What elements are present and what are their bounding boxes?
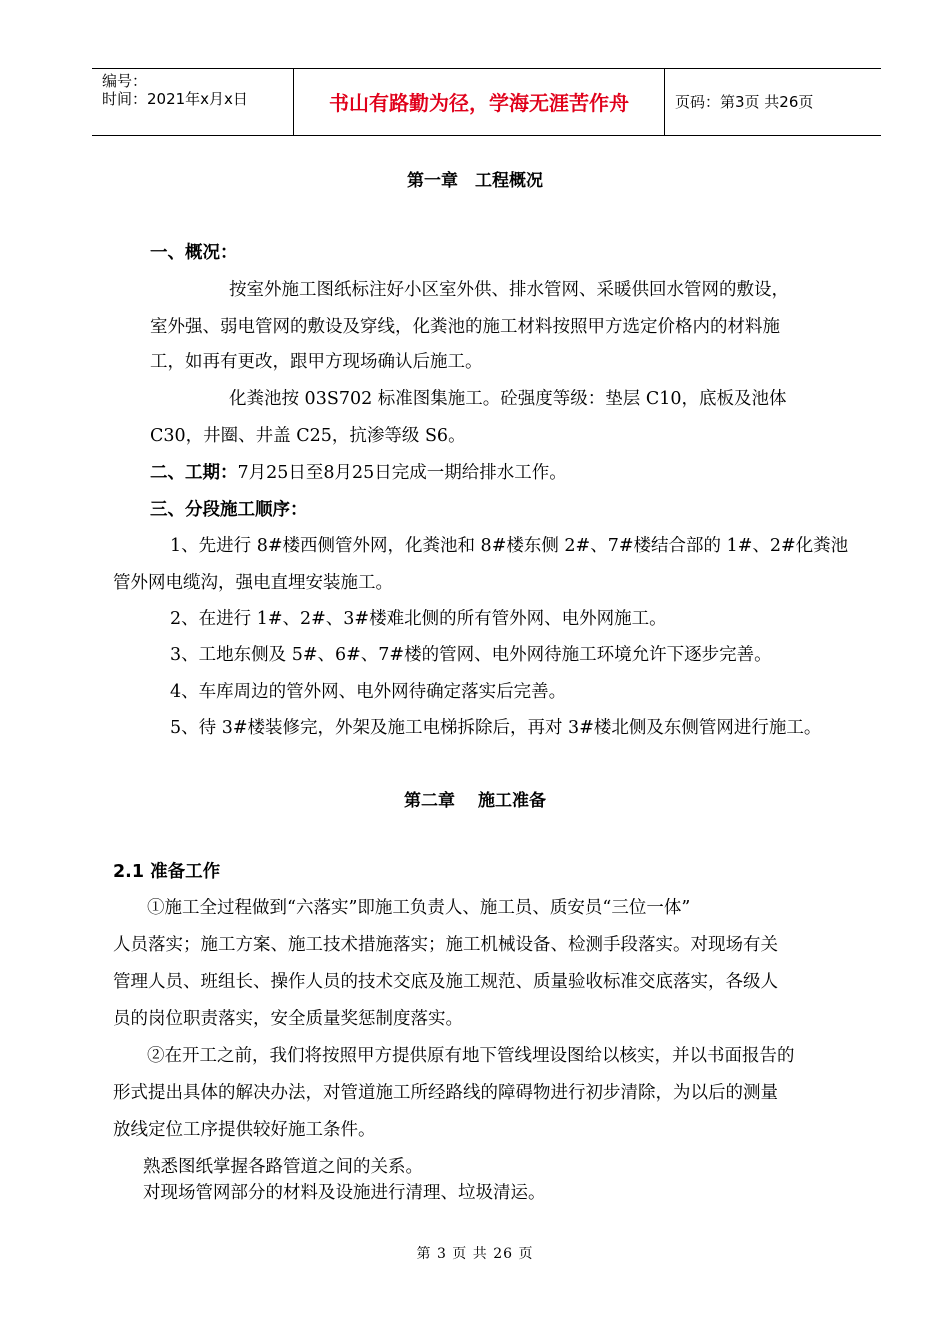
section-2-1-heading: 2.1 准备工作 <box>113 862 221 882</box>
list-item: 5、待 3#楼装修完，外架及施工电梯拆除后，再对 3#楼北侧及东侧管网进行施工。 <box>170 718 822 738</box>
paragraph-line: 室外强、弱电管网的敷设及穿线，化粪池的施工材料按照甲方选定价格内的材料施 <box>150 317 780 337</box>
header-page-cell <box>665 69 881 135</box>
time-label: 时间：2021年x月x日 <box>102 90 248 108</box>
section-2-heading: 二、工期： <box>150 463 238 483</box>
paragraph-line: 形式提出具体的解决办法，对管道施工所经路线的障碍物进行初步清除，为以后的测量 <box>113 1083 778 1103</box>
paragraph-line: 工，如再有更改，跟甲方现场确认后施工。 <box>150 352 483 372</box>
header-motto-cell <box>293 69 665 135</box>
list-item: 2、在进行 1#、2#、3#楼难北侧的所有管外网、电外网施工。 <box>170 609 667 629</box>
section-2-line <box>150 462 567 484</box>
paragraph-line: C30，井圈、井盖 C25，抗渗等级 S6。 <box>150 426 466 446</box>
chapter-1-title: 第一章 工程概况 <box>407 171 543 191</box>
paragraph-line: ②在开工之前，我们将按照甲方提供原有地下管线埋设图给以核实，并以书面报告的 <box>147 1046 795 1066</box>
header-info-cell <box>92 69 293 135</box>
paragraph-line: 管理人员、班组长、操作人员的技术交底及施工规范、质量验收标准交底落实，各级人 <box>113 972 778 992</box>
page-footer: 第 3 页 共 26 页 <box>416 1246 534 1262</box>
section-1-heading: 一、概况： <box>150 243 238 263</box>
serial-number-label: 编号： <box>102 72 148 90</box>
paragraph-line: 员的岗位职责落实，安全质量奖惩制度落实。 <box>113 1009 463 1029</box>
list-item: 管外网电缆沟，强电直埋安装施工。 <box>113 573 393 593</box>
chapter-2-title: 第二章 施工准备 <box>404 791 546 811</box>
page-number-label: 页码：第3页 共26页 <box>675 93 814 111</box>
list-item: 3、工地东侧及 5#、6#、7#楼的管网、电外网待施工环境允许下逐步完善。 <box>170 645 772 665</box>
section-2-text: 7月25日至8月25日完成一期给排水工作。 <box>237 463 567 483</box>
motto-text: 书山有路勤为径，学海无涯苦作舟 <box>329 91 629 115</box>
paragraph-line: 化粪池按 03S702 标准图集施工。砼强度等级：垫层 C10，底板及池体 <box>229 389 787 409</box>
paragraph-line: 按室外施工图纸标注好小区室外供、排水管网、采暖供回水管网的敷设， <box>229 280 789 300</box>
paragraph-line: 熟悉图纸掌握各路管道之间的关系。 <box>143 1157 423 1177</box>
section-3-heading: 三、分段施工顺序： <box>150 500 308 520</box>
paragraph-line: 对现场管网部分的材料及设施进行清理、垃圾清运。 <box>143 1183 546 1203</box>
paragraph-line: 人员落实；施工方案、施工技术措施落实；施工机械设备、检测手段落实。对现场有关 <box>113 935 778 955</box>
document-header <box>92 68 881 136</box>
paragraph-line: 放线定位工序提供较好施工条件。 <box>113 1120 376 1140</box>
list-item: 1、先进行 8#楼西侧管外网，化粪池和 8#楼东侧 2#、7#楼结合部的 1#、2#化粪池 <box>170 536 849 556</box>
paragraph-line: ①施工全过程做到“六落实”即施工负责人、施工员、质安员“三位一体” <box>147 898 691 918</box>
list-item: 4、车库周边的管外网、电外网待确定落实后完善。 <box>170 682 567 702</box>
